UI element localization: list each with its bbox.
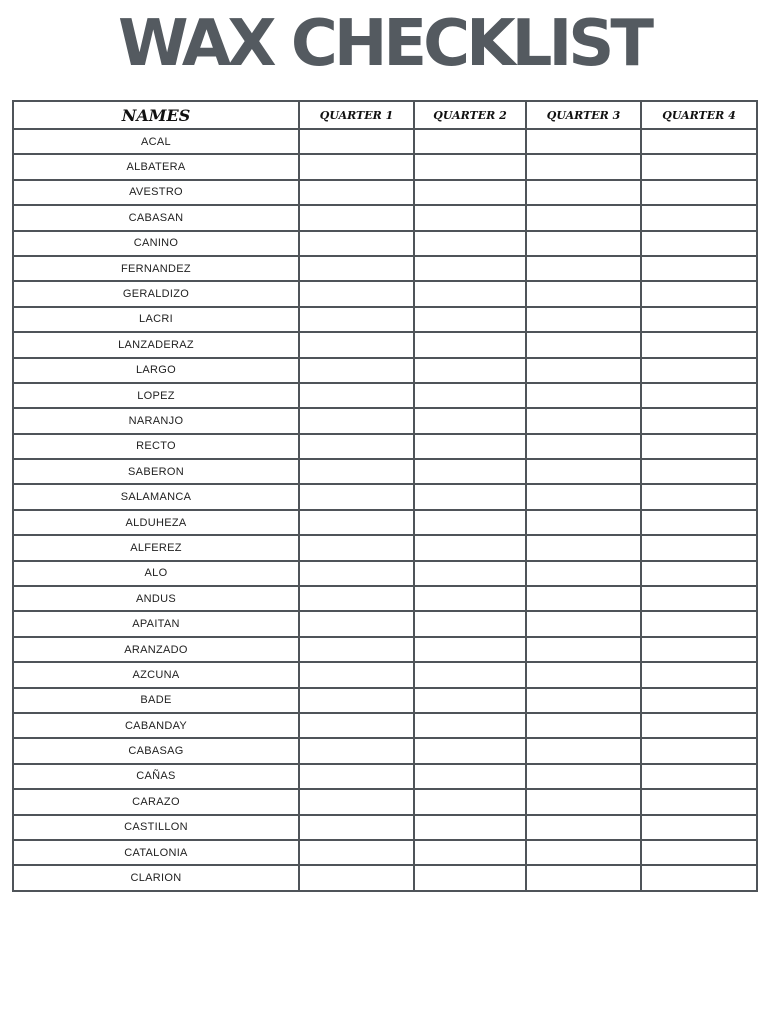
page-title: WAX CHECKLIST — [117, 7, 651, 81]
student-name: ALBATERA — [13, 154, 299, 179]
quarter-3-cell[interactable] — [526, 408, 641, 433]
table-row — [13, 154, 757, 179]
student-name: CABANDAY — [13, 713, 299, 738]
table-row — [13, 358, 757, 383]
quarter-4-cell[interactable] — [641, 307, 757, 332]
quarter-3-cell[interactable] — [526, 383, 641, 408]
quarter-2-cell[interactable] — [414, 738, 526, 763]
quarter-3-cell[interactable] — [526, 484, 641, 509]
quarter-2-cell[interactable] — [414, 865, 526, 890]
quarter-3-cell[interactable] — [526, 205, 641, 230]
quarter-2-cell[interactable] — [414, 256, 526, 281]
table-row — [13, 180, 757, 205]
quarter-1-cell[interactable] — [299, 484, 414, 509]
quarter-3-cell[interactable] — [526, 332, 641, 357]
quarter-3-cell[interactable] — [526, 611, 641, 636]
table-row — [13, 561, 757, 586]
quarter-1-cell[interactable] — [299, 434, 414, 459]
student-name: CANINO — [13, 231, 299, 256]
quarter-1-cell[interactable] — [299, 332, 414, 357]
quarter-3-cell[interactable] — [526, 281, 641, 306]
quarter-2-cell[interactable] — [414, 662, 526, 687]
student-name: LANZADERAZ — [13, 332, 299, 357]
table-row — [13, 129, 757, 154]
quarter-1-cell[interactable] — [299, 586, 414, 611]
table-row — [13, 484, 757, 509]
student-name: GERALDIZO — [13, 281, 299, 306]
table-row — [13, 713, 757, 738]
quarter-3-cell[interactable] — [526, 662, 641, 687]
student-name: ALDUHEZA — [13, 510, 299, 535]
student-name: ARANZADO — [13, 637, 299, 662]
quarter-3-cell[interactable] — [526, 865, 641, 890]
student-name: CAÑAS — [13, 764, 299, 789]
student-name: CABASAG — [13, 738, 299, 763]
table-row — [13, 459, 757, 484]
quarter-2-cell[interactable] — [414, 815, 526, 840]
quarter-3-cell[interactable] — [526, 358, 641, 383]
quarter-1-cell[interactable] — [299, 738, 414, 763]
quarter-3-cell[interactable] — [526, 510, 641, 535]
quarter-1-cell[interactable] — [299, 129, 414, 154]
student-name: BADE — [13, 688, 299, 713]
quarter-3-cell[interactable] — [526, 713, 641, 738]
quarter-2-cell[interactable] — [414, 459, 526, 484]
column-header-quarter-1: QUARTER 1 — [299, 101, 414, 129]
quarter-3-cell[interactable] — [526, 738, 641, 763]
quarter-4-cell[interactable] — [641, 231, 757, 256]
quarter-1-cell[interactable] — [299, 840, 414, 865]
table-row — [13, 637, 757, 662]
quarter-4-cell[interactable] — [641, 281, 757, 306]
quarter-2-cell[interactable] — [414, 129, 526, 154]
table-row — [13, 307, 757, 332]
quarter-2-cell[interactable] — [414, 764, 526, 789]
header-row — [13, 101, 757, 129]
quarter-2-cell[interactable] — [414, 383, 526, 408]
student-name: AVESTRO — [13, 180, 299, 205]
quarter-1-cell[interactable] — [299, 764, 414, 789]
column-header-names: NAMES — [13, 101, 299, 129]
quarter-4-cell[interactable] — [641, 662, 757, 687]
quarter-3-cell[interactable] — [526, 789, 641, 814]
table-row — [13, 332, 757, 357]
quarter-4-cell[interactable] — [641, 129, 757, 154]
quarter-3-cell[interactable] — [526, 434, 641, 459]
quarter-2-cell[interactable] — [414, 332, 526, 357]
student-name: AZCUNA — [13, 662, 299, 687]
quarter-4-cell[interactable] — [641, 383, 757, 408]
table-row — [13, 434, 757, 459]
quarter-4-cell[interactable] — [641, 180, 757, 205]
quarter-1-cell[interactable] — [299, 180, 414, 205]
quarter-3-cell[interactable] — [526, 815, 641, 840]
quarter-2-cell[interactable] — [414, 307, 526, 332]
quarter-2-cell[interactable] — [414, 611, 526, 636]
student-name: ACAL — [13, 129, 299, 154]
quarter-2-cell[interactable] — [414, 358, 526, 383]
student-name: LACRI — [13, 307, 299, 332]
student-name: ALFEREZ — [13, 535, 299, 560]
quarter-4-cell[interactable] — [641, 764, 757, 789]
quarter-1-cell[interactable] — [299, 383, 414, 408]
quarter-4-cell[interactable] — [641, 789, 757, 814]
table-row — [13, 815, 757, 840]
quarter-1-cell[interactable] — [299, 688, 414, 713]
quarter-1-cell[interactable] — [299, 535, 414, 560]
quarter-3-cell[interactable] — [526, 129, 641, 154]
column-header-quarter-2: QUARTER 2 — [414, 101, 526, 129]
quarter-3-cell[interactable] — [526, 154, 641, 179]
quarter-1-cell[interactable] — [299, 713, 414, 738]
quarter-4-cell[interactable] — [641, 586, 757, 611]
student-name: ANDUS — [13, 586, 299, 611]
quarter-4-cell[interactable] — [641, 561, 757, 586]
quarter-4-cell[interactable] — [641, 713, 757, 738]
table-row — [13, 535, 757, 560]
quarter-3-cell[interactable] — [526, 764, 641, 789]
quarter-4-cell[interactable] — [641, 815, 757, 840]
table-row — [13, 383, 757, 408]
quarter-2-cell[interactable] — [414, 484, 526, 509]
student-name: RECTO — [13, 434, 299, 459]
quarter-1-cell[interactable] — [299, 459, 414, 484]
quarter-2-cell[interactable] — [414, 713, 526, 738]
quarter-4-cell[interactable] — [641, 205, 757, 230]
quarter-1-cell[interactable] — [299, 789, 414, 814]
quarter-2-cell[interactable] — [414, 535, 526, 560]
student-name: LOPEZ — [13, 383, 299, 408]
quarter-1-cell[interactable] — [299, 561, 414, 586]
quarter-1-cell[interactable] — [299, 281, 414, 306]
quarter-4-cell[interactable] — [641, 637, 757, 662]
quarter-2-cell[interactable] — [414, 510, 526, 535]
quarter-4-cell[interactable] — [641, 865, 757, 890]
column-header-quarter-4: QUARTER 4 — [641, 101, 757, 129]
student-name: APAITAN — [13, 611, 299, 636]
quarter-4-cell[interactable] — [641, 434, 757, 459]
quarter-2-cell[interactable] — [414, 637, 526, 662]
quarter-4-cell[interactable] — [641, 459, 757, 484]
quarter-4-cell[interactable] — [641, 840, 757, 865]
student-name: CABASAN — [13, 205, 299, 230]
quarter-1-cell[interactable] — [299, 408, 414, 433]
quarter-1-cell[interactable] — [299, 154, 414, 179]
student-name: CASTILLON — [13, 815, 299, 840]
quarter-3-cell[interactable] — [526, 586, 641, 611]
table-row — [13, 586, 757, 611]
student-name: CLARION — [13, 865, 299, 890]
student-name: FERNANDEZ — [13, 256, 299, 281]
student-name: LARGO — [13, 358, 299, 383]
quarter-4-cell[interactable] — [641, 154, 757, 179]
table-row — [13, 738, 757, 763]
quarter-3-cell[interactable] — [526, 180, 641, 205]
column-header-quarter-3: QUARTER 3 — [526, 101, 641, 129]
quarter-1-cell[interactable] — [299, 231, 414, 256]
table-row — [13, 408, 757, 433]
quarter-4-cell[interactable] — [641, 256, 757, 281]
quarter-2-cell[interactable] — [414, 586, 526, 611]
quarter-2-cell[interactable] — [414, 688, 526, 713]
quarter-2-cell[interactable] — [414, 281, 526, 306]
student-name: CARAZO — [13, 789, 299, 814]
table-row — [13, 840, 757, 865]
quarter-4-cell[interactable] — [641, 510, 757, 535]
table-row — [13, 256, 757, 281]
quarter-4-cell[interactable] — [641, 688, 757, 713]
quarter-2-cell[interactable] — [414, 434, 526, 459]
quarter-1-cell[interactable] — [299, 662, 414, 687]
quarter-3-cell[interactable] — [526, 256, 641, 281]
quarter-1-cell[interactable] — [299, 205, 414, 230]
quarter-3-cell[interactable] — [526, 637, 641, 662]
quarter-1-cell[interactable] — [299, 256, 414, 281]
student-name: ALO — [13, 561, 299, 586]
table-row — [13, 611, 757, 636]
quarter-1-cell[interactable] — [299, 510, 414, 535]
table-row — [13, 865, 757, 890]
quarter-1-cell[interactable] — [299, 815, 414, 840]
quarter-4-cell[interactable] — [641, 484, 757, 509]
quarter-4-cell[interactable] — [641, 358, 757, 383]
quarter-4-cell[interactable] — [641, 332, 757, 357]
student-name: NARANJO — [13, 408, 299, 433]
quarter-1-cell[interactable] — [299, 307, 414, 332]
quarter-2-cell[interactable] — [414, 840, 526, 865]
quarter-3-cell[interactable] — [526, 561, 641, 586]
quarter-4-cell[interactable] — [641, 738, 757, 763]
student-name: SALAMANCA — [13, 484, 299, 509]
quarter-1-cell[interactable] — [299, 637, 414, 662]
quarter-3-cell[interactable] — [526, 840, 641, 865]
quarter-4-cell[interactable] — [641, 611, 757, 636]
student-name: CATALONIA — [13, 840, 299, 865]
student-name: SABERON — [13, 459, 299, 484]
quarter-2-cell[interactable] — [414, 205, 526, 230]
table-row — [13, 662, 757, 687]
quarter-1-cell[interactable] — [299, 865, 414, 890]
quarter-2-cell[interactable] — [414, 789, 526, 814]
table-row — [13, 510, 757, 535]
table-row — [13, 764, 757, 789]
quarter-2-cell[interactable] — [414, 561, 526, 586]
quarter-4-cell[interactable] — [641, 408, 757, 433]
quarter-3-cell[interactable] — [526, 688, 641, 713]
quarter-3-cell[interactable] — [526, 459, 641, 484]
table-row — [13, 789, 757, 814]
quarter-1-cell[interactable] — [299, 611, 414, 636]
table-row — [13, 688, 757, 713]
quarter-2-cell[interactable] — [414, 231, 526, 256]
table-row — [13, 205, 757, 230]
quarter-2-cell[interactable] — [414, 180, 526, 205]
quarter-2-cell[interactable] — [414, 154, 526, 179]
quarter-3-cell[interactable] — [526, 231, 641, 256]
table-row — [13, 281, 757, 306]
quarter-3-cell[interactable] — [526, 535, 641, 560]
table-row — [13, 231, 757, 256]
checklist-table — [12, 100, 758, 892]
quarter-3-cell[interactable] — [526, 307, 641, 332]
quarter-4-cell[interactable] — [641, 535, 757, 560]
quarter-2-cell[interactable] — [414, 408, 526, 433]
quarter-1-cell[interactable] — [299, 358, 414, 383]
